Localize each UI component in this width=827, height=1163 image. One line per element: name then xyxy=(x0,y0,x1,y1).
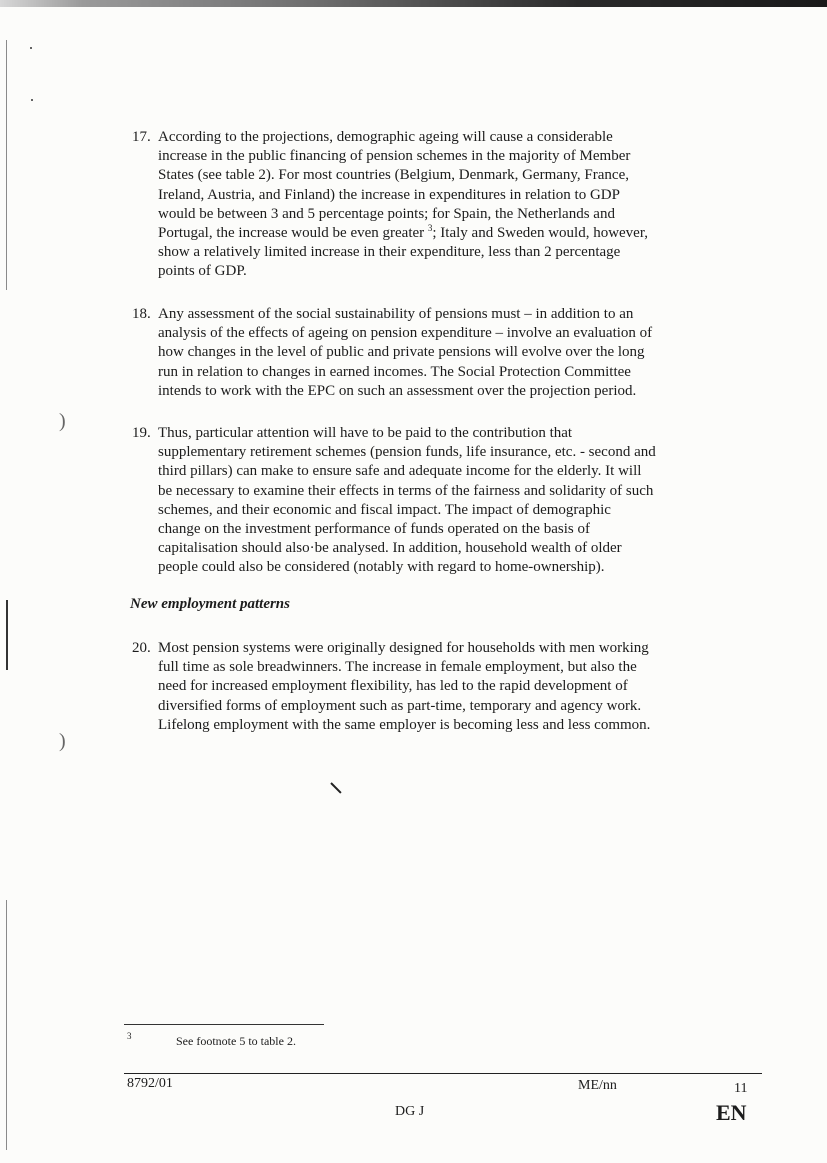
footnote-reference[interactable]: 3 xyxy=(427,223,433,234)
paragraph-body xyxy=(158,305,712,401)
paragraph-number: 19. xyxy=(132,425,151,441)
scan-margin-mark xyxy=(6,40,7,290)
text-line: change on the investment performance of funds operated on the basis of xyxy=(158,521,590,538)
paragraph-17 xyxy=(132,128,712,282)
paragraph-number: 17. xyxy=(132,129,151,145)
text-line: increase in the public financing of pension schemes in the majority of Member xyxy=(158,148,631,165)
text-line: points of GDP. xyxy=(158,263,247,280)
language-code: EN xyxy=(716,1100,747,1125)
stray-pen-mark xyxy=(330,782,341,793)
document-reference: 8792/01 xyxy=(127,1076,173,1091)
scan-bracket-mark: ) xyxy=(59,410,66,432)
text-line: Ireland, Austria, and Finland) the increase in expenditures in relation to GDP xyxy=(158,186,620,203)
footer-divider xyxy=(124,1073,762,1074)
scan-top-edge xyxy=(0,0,827,7)
text-segment: ; Italy and Sweden would, however, xyxy=(432,225,648,242)
text-line: Most pension systems were originally designed for households with men working xyxy=(158,640,649,656)
text-segment: Portugal, the increase would be even greater xyxy=(158,225,428,242)
text-line: how changes in the level of public and private pensions will evolve over the long xyxy=(158,344,645,361)
text-line: Lifelong employment with the same employer is becoming less and less common. xyxy=(158,716,651,733)
text-line: schemes, and their economic and fiscal impact. The impact of demographic xyxy=(158,501,611,518)
paragraph-number: 20. xyxy=(132,640,151,656)
text-line: run in relation to changes in earned incomes. The Social Protection Committee xyxy=(158,363,631,380)
text-line: States (see table 2). For most countries (Belgium, Denmark, Germany, France, xyxy=(158,167,629,184)
text-line: be necessary to examine their effects in terms of the fairness and solidarity of such xyxy=(158,482,654,499)
text-line: According to the projections, demographic ageing will cause a considerable xyxy=(158,129,613,145)
paragraph-18 xyxy=(132,305,712,401)
scan-bracket-mark: ) xyxy=(59,730,66,752)
text-line: third pillars) can make to ensure safe and adequate income for the elderly. It will xyxy=(158,463,642,480)
paragraph-body xyxy=(158,639,712,735)
footnote-divider xyxy=(124,1024,324,1025)
text-line: analysis of the effects of ageing on pension expenditure – involve an evaluation of xyxy=(158,325,653,342)
text-line: full time as sole breadwinners. The increase in female employment, but also the xyxy=(158,659,637,676)
text-line: Any assessment of the social sustainability of pensions must – in addition to an xyxy=(158,306,634,322)
text-line: show a relatively limited increase in their expenditure, less than 2 percentage xyxy=(158,244,621,261)
scan-margin-mark xyxy=(6,600,8,670)
text-line: need for increased employment flexibility, has led to the rapid development of xyxy=(158,678,628,695)
text-line: would be between 3 and 5 percentage points; for Spain, the Netherlands and xyxy=(158,205,615,222)
directorate-label: DG J xyxy=(395,1104,425,1119)
text-line: Thus, particular attention will have to be paid to the contribution that xyxy=(158,425,573,441)
text-line xyxy=(158,224,712,243)
footnote-text: See footnote 5 to table 2. xyxy=(176,1034,296,1048)
paragraph-number: 18. xyxy=(132,306,151,322)
text-line: people could also be considered (notably with regard to home-ownership). xyxy=(158,559,605,576)
text-line: intends to work with the EPC on such an assessment over the projection period. xyxy=(158,382,637,399)
text-line: supplementary retirement schemes (pension funds, life insurance, etc. - second and xyxy=(158,444,656,461)
scan-margin-mark xyxy=(6,900,7,1150)
section-heading: New employment patterns xyxy=(130,596,290,612)
paragraph-body xyxy=(158,424,712,578)
paragraph-19 xyxy=(132,424,712,578)
text-line: diversified forms of employment such as part-time, temporary and agency work. xyxy=(158,697,642,714)
page-number: 11 xyxy=(734,1081,748,1096)
text-line: capitalisation should also·be analysed. In addition, household wealth of older xyxy=(158,540,622,557)
scan-speck xyxy=(30,47,32,49)
author-initials: ME/nn xyxy=(578,1078,617,1093)
scan-speck xyxy=(31,99,33,101)
paragraph-20 xyxy=(132,639,712,735)
footnote-number: 3 xyxy=(127,1031,132,1041)
paragraph-body xyxy=(158,128,712,282)
